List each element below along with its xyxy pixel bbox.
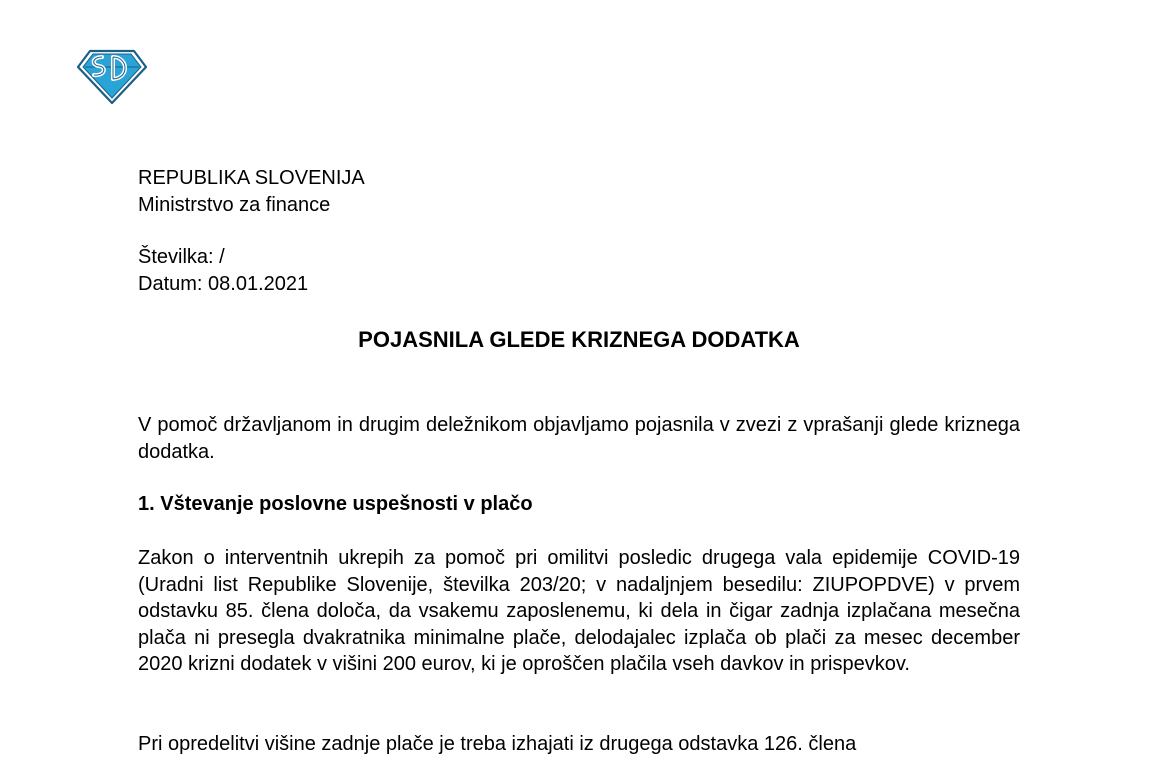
document-body	[138, 165, 1020, 755]
section-1-paragraph: Zakon o interventnih ukrepih za pomoč pri omilitvi posledic drugega vala epidemije COVID-19 (Uradni list Republike Slovenije, številka 203/20; v nadaljnjem besedilu: ZIUPOPDVE) v prvem odstavku 85. člena določa, da vsakemu zaposlenemu, ki dela in čigar zadnja izplačana mesečna plača ni presegla dvakratnika minimalne plače, delodajalec izplača ob plači za mesec december 2020 krizni dodatek v višini 200 eurov, ki je oproščen plačila vseh davkov in prispevkov.	[138, 547, 1020, 675]
document-number: Številka: /	[138, 246, 225, 268]
country-name: REPUBLIKA SLOVENIJA	[138, 167, 365, 189]
section-1-paragraph-2: Pri opredelitvi višine zadnje plače je treba izhajati iz drugega odstavka 126. člena	[138, 733, 857, 755]
document-date: Datum: 08.01.2021	[138, 272, 309, 295]
intro-paragraph: V pomoč državljanom in drugim deležnikom objavljamo pojasnila v zvezi z vprašanji glede kriznega dodatka.	[138, 414, 1020, 463]
section-1-heading: 1. Vštevanje poslovne uspešnosti v plačo	[138, 493, 533, 515]
document-title: POJASNILA GLEDE KRIZNEGA DODATKA	[358, 327, 800, 352]
sd-logo-icon	[76, 45, 148, 105]
ministry-name: Ministrstvo za finance	[138, 193, 331, 216]
